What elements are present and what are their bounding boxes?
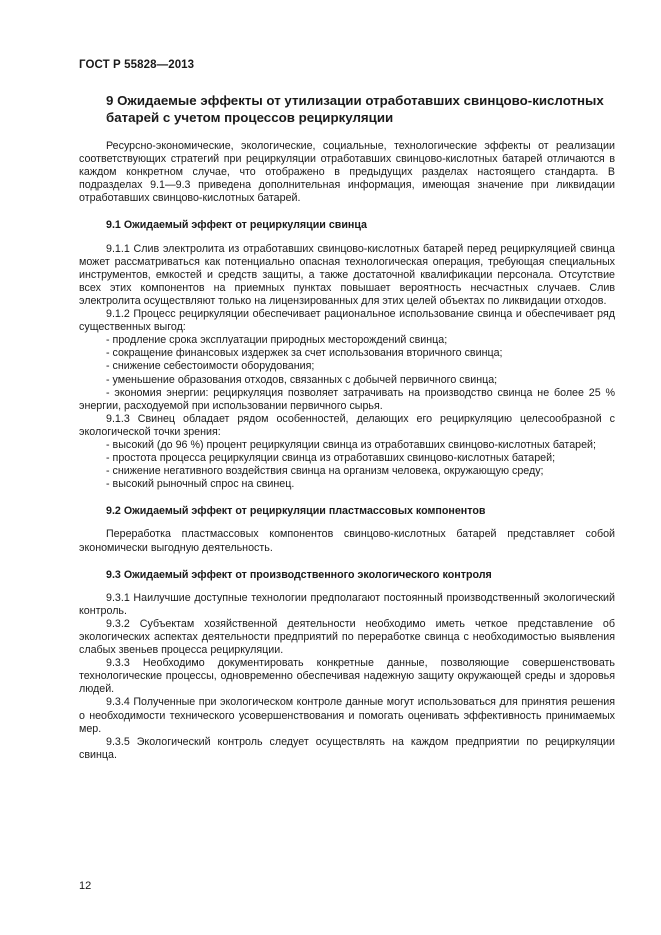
paragraph-9-1-1: 9.1.1 Слив электролита из отработавших свинцово-кислотных батарей перед рециркуляцией свинца может рассматриваться как потенциально опасная технологическая операция, требующая специальных инструментов, емкостей и средств защиты, а также достаточной квалификации персонала. Отсутствие всех этих компонентов на приемных пунктах повышает вероятность несчастных случаев. Слив электролита осуществляют только на лицензированных для этих целей объектах по ликвидации отходов. [79, 242, 615, 307]
list-item: - сокращение финансовых издержек за счет использования вторичного свинца; [106, 347, 503, 360]
paragraph-9-2: Переработка пластмассовых компонентов свинцово-кислотных батарей представляет собой экономически выгодную деятельность. [79, 528, 615, 554]
section-9-title: 9 Ожидаемые эффекты от утилизации отработавших свинцово-кислотных батарей с учетом процессов рециркуляции [106, 93, 604, 125]
list-item: - высокий (до 96 %) процент рециркуляции свинца из отработавших свинцово-кислотных батарей; [106, 438, 596, 451]
page-number: 12 [79, 880, 92, 892]
list-item: - экономия энергии: рециркуляция позволяет затрачивать на производство свинца не более 25 % энергии, расходуемой при использовании первичного сырья. [79, 386, 615, 412]
paragraph-9-1-2: 9.1.2 Процесс рециркуляции обеспечивает рациональное использование свинца и обеспечивает ряд существенных выгод: [79, 308, 615, 334]
paragraph-9-3-5: 9.3.5 Экологический контроль следует осуществлять на каждом предприятии по рециркуляции свинца. [79, 735, 615, 761]
section-9-2-title: 9.2 Ожидаемый эффект от рециркуляции пластмассовых компонентов [106, 505, 486, 518]
paragraph-9-3-2: 9.3.2 Субъектам хозяйственной деятельности необходимо иметь четкое представление об экологических аспектах деятельности предприятий по переработке свинца с необходимостью выявления слабых звеньев процесса рециркуляции. [79, 617, 615, 657]
section-9-3-title: 9.3 Ожидаемый эффект от производственного экологического контроля [106, 568, 492, 581]
document-code: ГОСТ Р 55828—2013 [79, 59, 195, 71]
paragraph-9-3-3: 9.3.3 Необходимо документировать конкретные данные, позволяющие совершенствовать технологические процессы, одновременно обеспечивая надежную защиту окружающей среды и здоровья людей. [79, 657, 615, 696]
section-9-1-title: 9.1 Ожидаемый эффект от рециркуляции свинца [106, 219, 367, 232]
list-item: - снижение негативного воздействия свинца на организм человека, окружающую среду; [106, 465, 544, 478]
list-item: - снижение себестоимости оборудования; [106, 360, 315, 373]
paragraph-9-3-4: 9.3.4 Полученные при экологическом контроле данные могут использоваться для принятия решения о необходимости технического усовершенствования и помогать оценивать эффективность принимаемых мер. [79, 696, 615, 735]
section-9-intro: Ресурсно-экономические, экологические, социальные, технологические эффекты от реализации соответствующих стратегий при рециркуляции отработавших свинцово-кислотных батарей отличаются в каждом конкретном случае, что отображено в предыдущих разделах настоящего стандарта. В подразделах 9.1—9.3 приведена дополнительная информация, имеющая значение при ликвидации отработавших свинцово-кислотных батарей. [79, 140, 615, 205]
paragraph-9-1-3: 9.1.3 Свинец обладает рядом особенностей, делающих его рециркуляцию целесообразной с экологической точки зрения: [79, 412, 615, 438]
page-content [79, 93, 615, 762]
list-item: - простота процесса рециркуляции свинца из отработавших свинцово-кислотных батарей; [106, 452, 556, 465]
paragraph-9-3-1: 9.3.1 Наилучшие доступные технологии предполагают постоянный производственный экологический контроль. [79, 591, 615, 617]
list-item: - уменьшение образования отходов, связанных с добычей первичного свинца; [106, 373, 498, 386]
list-item: - продление срока эксплуатации природных месторождений свинца; [106, 334, 448, 347]
list-item: - высокий рыночный спрос на свинец. [106, 478, 295, 491]
